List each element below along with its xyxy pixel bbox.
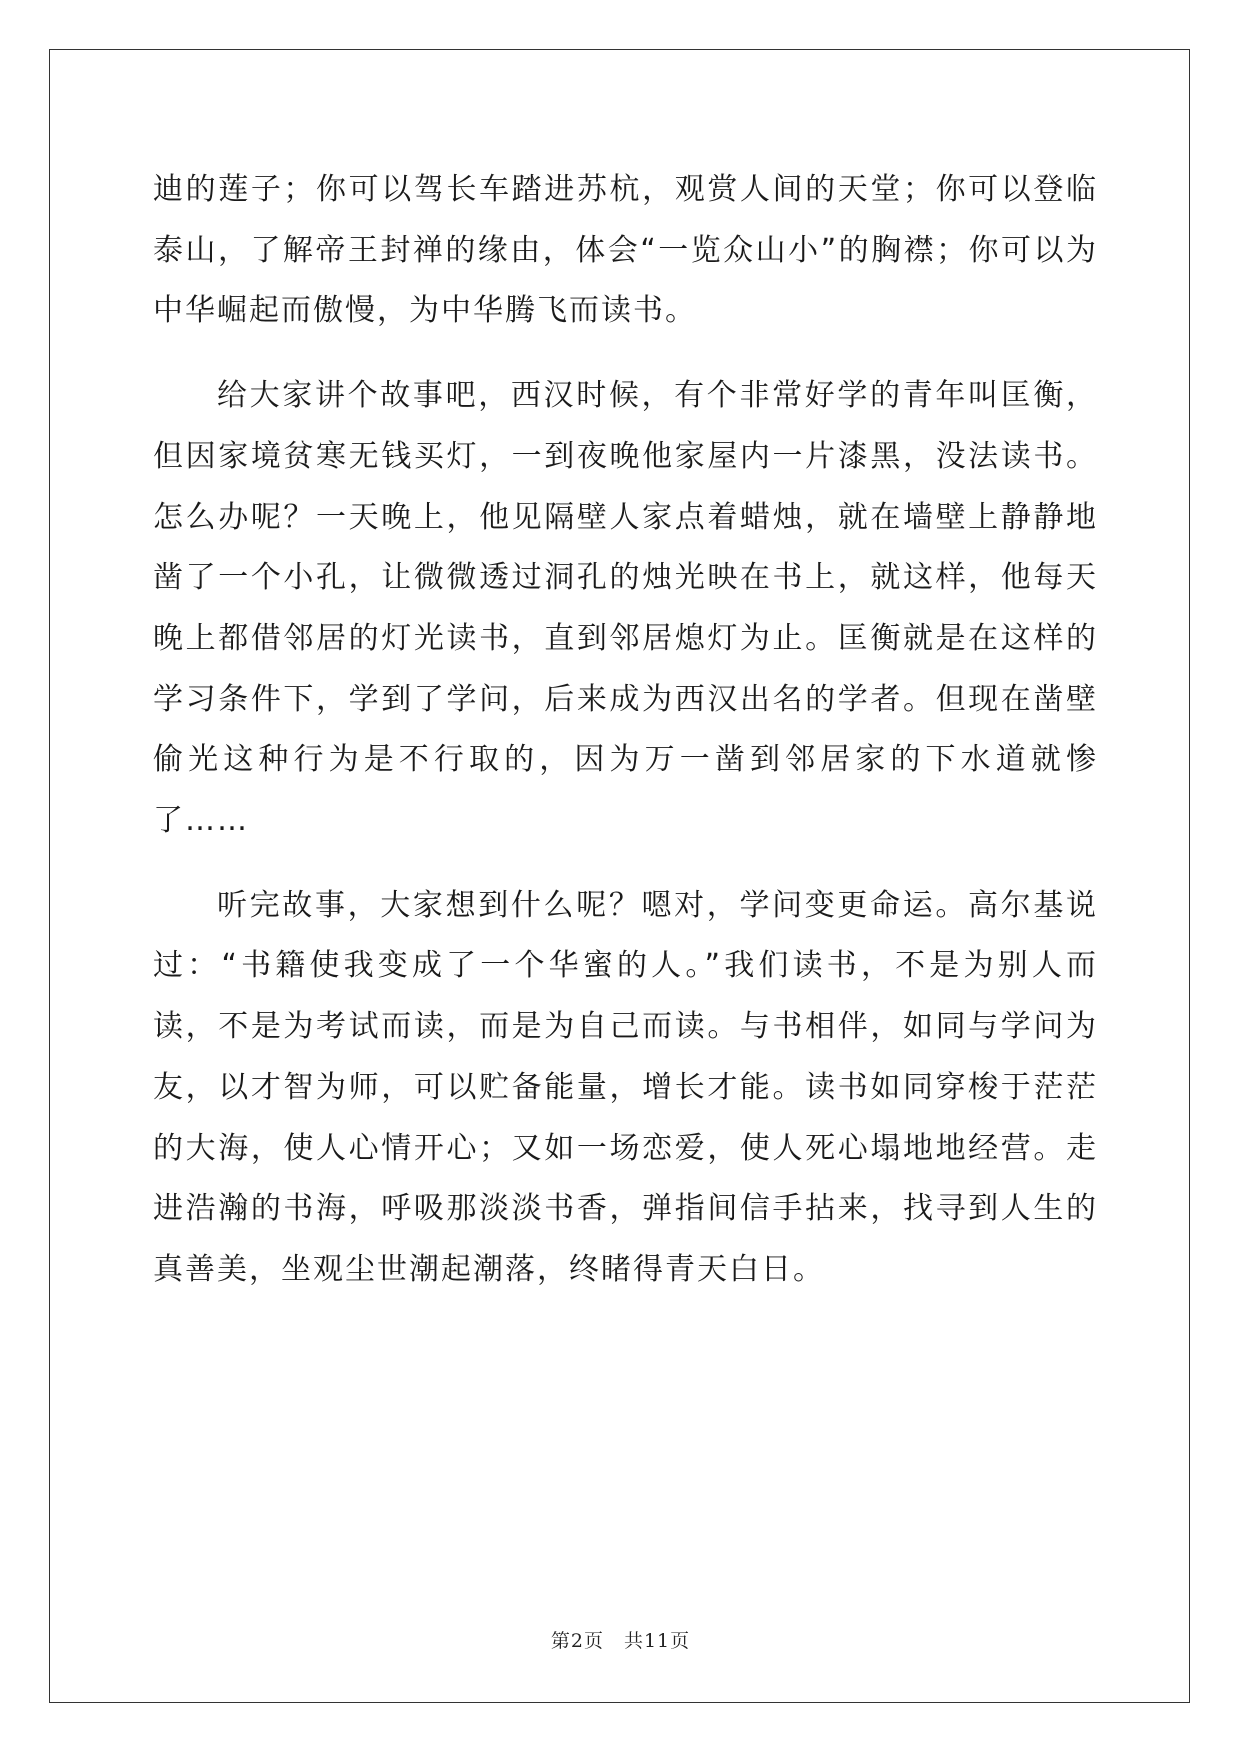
paragraph-1: 迪的莲子；你可以驾长车踏进苏杭，观赏人间的天堂；你可以登临泰山，了解帝王封禅的缘由，体会“一览众山小”的胸襟；你可以为中华崛起而傲慢，为中华腾飞而读书。 bbox=[153, 172, 1098, 329]
document-body bbox=[153, 160, 1098, 1325]
paragraph-2: 给大家讲个故事吧，西汉时候，有个非常好学的青年叫匡衡，但因家境贫寒无钱买灯，一到夜晚他家屋内一片漆黑，没法读书。怎么办呢？一天晚上，他见隔壁人家点着蜡烛，就在墙壁上静静地凿了一个小孔，让微微透过洞孔的烛光映在书上，就这样，他每天晚上都借邻居的灯光读书，直到邻居熄灯为止。匡衡就是在这样的学习条件下，学到了学问，后来成为西汉出名的学者。但现在凿壁偷光这种行为是不行取的，因为万一凿到邻居家的下水道就惨了…… bbox=[153, 378, 1098, 839]
paragraph-3: 听完故事，大家想到什么呢？嗯对，学问变更命运。高尔基说过：“书籍使我变成了一个华蜜的人。”我们读书，不是为别人而读，不是为考试而读，而是为自己而读。与书相伴，如同与学问为友，以才智为师，可以贮备能量，增长才能。读书如同穿梭于茫茫的大海，使人心情开心；又如一场恋爱，使人死心塌地地经营。走进浩瀚的书海，呼吸那淡淡书香，弹指间信手拈来，找寻到人生的真善美，坐观尘世潮起潮落，终睹得青天白日。 bbox=[153, 887, 1098, 1287]
page-number-footer: 第2页 共11页 bbox=[550, 1630, 691, 1652]
